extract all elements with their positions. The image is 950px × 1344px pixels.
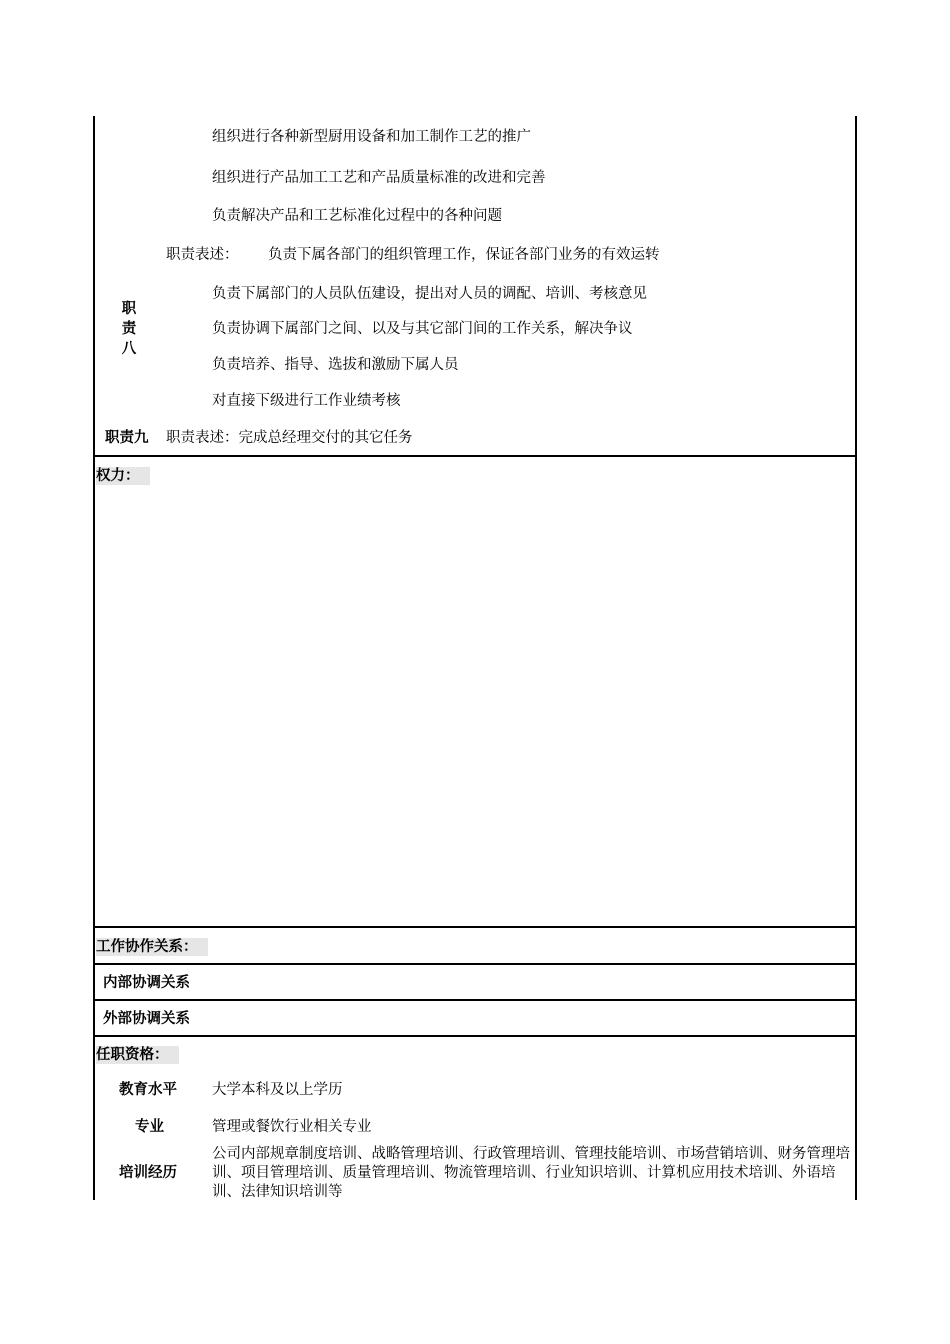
- duty9-label: 职责九: [105, 430, 149, 446]
- duty8-item: 负责协调下属部门之间、以及与其它部门间的工作关系，解决争议: [212, 321, 633, 337]
- education-value: 大学本科及以上学历: [212, 1082, 343, 1098]
- duty8-item: 负责下属部门的人员队伍建设，提出对人员的调配、培训、考核意见: [212, 286, 647, 302]
- duty8-label-char: 职: [121, 301, 137, 317]
- duty8-label-char: 八: [121, 341, 137, 357]
- internal-coordination-label: 内部协调关系: [103, 975, 190, 991]
- duty9-desc: 职责表述：完成总经理交付的其它任务: [166, 430, 413, 446]
- training-label: 培训经历: [119, 1165, 177, 1181]
- duty8-item: 负责培养、指导、选拔和激励下属人员: [212, 357, 459, 373]
- duty8-item: 负责解决产品和工艺标准化过程中的各种问题: [212, 208, 502, 224]
- divider-internal: [93, 963, 857, 965]
- duty8-desc-text: 负责下属各部门的组织管理工作，保证各部门业务的有效运转: [268, 247, 660, 263]
- duty8-item: 组织进行各种新型厨用设备和加工制作工艺的推广: [212, 129, 531, 145]
- right-border: [855, 116, 857, 1200]
- training-value: 公司内部规章制度培训、战略管理培训、行政管理培训、管理技能培训、市场营销培训、财务管理培训、项目管理培训、质量管理培训、物流管理培训、行业知识培训、计算机应用技术培训、外语培训、法律知识培训等: [212, 1146, 850, 1200]
- duty8-desc-label: 职责表述：: [166, 247, 239, 263]
- duty8-label-char: 责: [121, 321, 137, 337]
- duty8-label: [119, 299, 139, 359]
- divider-qualifications: [93, 1035, 857, 1037]
- duty8-item: 组织进行产品加工工艺和产品质量标准的改进和完善: [212, 170, 546, 186]
- major-value: 管理或餐饮行业相关专业: [212, 1119, 372, 1135]
- cooperation-header: 工作协作关系：: [96, 938, 208, 956]
- divider-powers: [93, 455, 857, 457]
- qualifications-header: 任职资格：: [96, 1046, 179, 1064]
- duty8-item: 对直接下级进行工作业绩考核: [212, 393, 401, 409]
- external-coordination-label: 外部协调关系: [103, 1011, 190, 1027]
- powers-header: 权力：: [96, 467, 150, 485]
- left-border: [93, 116, 95, 1200]
- education-label: 教育水平: [119, 1082, 177, 1098]
- divider-cooperation: [93, 926, 857, 928]
- divider-external: [93, 999, 857, 1001]
- major-label: 专业: [135, 1119, 164, 1135]
